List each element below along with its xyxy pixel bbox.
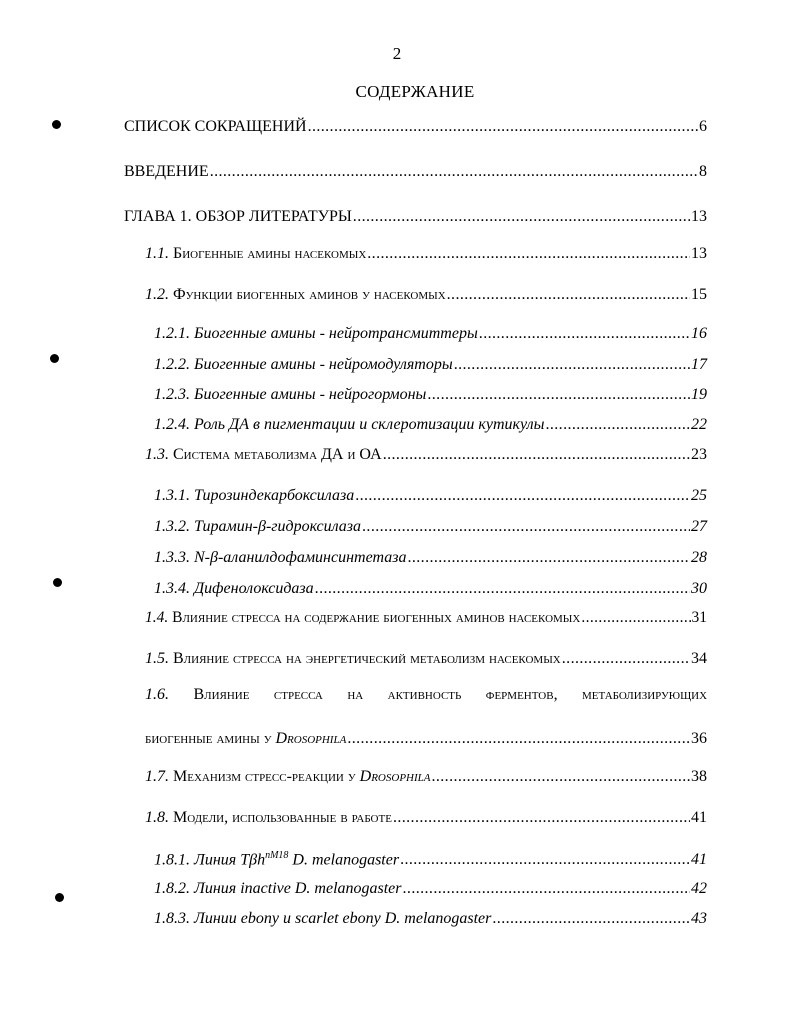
dot-leader [454, 356, 690, 374]
toc-entry-introduction: ВВЕДЕНИЕ ..... 8 [124, 163, 707, 185]
dot-leader [427, 386, 690, 404]
punch-hole-mark [53, 578, 62, 587]
dot-leader [581, 609, 690, 627]
dot-leader [362, 518, 690, 536]
page-title: СОДЕРЖАНИЕ [355, 82, 475, 101]
dot-leader [367, 245, 690, 263]
toc-entry-1-3-3: 1.3.3. N-β-аланилдофаминсинтетаза ..... 28 [154, 549, 707, 571]
toc-entry-1-8-3: 1.8.3. Линии ebony и scarlet ebony D. melanogaster ..... 43 [154, 910, 707, 932]
dot-leader [315, 580, 690, 598]
toc-entry-1-6-line-1: 1.6. Влияние стресса на активность ферментов, метаболизирующих [145, 686, 708, 703]
toc-entry-1-2-3: 1.2.3. Биогенные амины - нейрогормоны ..... 19 [154, 386, 707, 408]
toc-entry-1-5: 1.5. Влияние стресса на энергетический метаболизм насекомых ..... 34 [145, 650, 707, 672]
toc-entry-1-3-1: 1.3.1. Тирозиндекарбоксилаза ..... 25 [154, 487, 707, 509]
toc-entry-1-4: 1.4. Влияние стресса на содержание биогенных аминов насекомых ..... 31 [145, 609, 707, 631]
dot-leader [308, 118, 698, 136]
dot-leader [447, 286, 690, 304]
punch-hole-mark [55, 893, 64, 902]
dot-leader [431, 768, 690, 786]
dot-leader [393, 809, 690, 827]
toc-entry-1-3: 1.3. Система метаболизма ДА и ОА ..... 23 [145, 446, 707, 468]
dot-leader [479, 325, 690, 343]
toc-entry-1-1: 1.1. Биогенные амины насекомых ..... 13 [145, 245, 707, 267]
toc-entry-chapter-1: ГЛАВА 1. ОБЗОР ЛИТЕРАТУРЫ ..... 13 [124, 208, 707, 230]
dot-leader [403, 880, 690, 898]
dot-leader [347, 730, 690, 748]
dot-leader [400, 851, 690, 869]
toc-entry-1-3-2: 1.3.2. Тирамин-β-гидроксилаза ..... 27 [154, 518, 707, 540]
toc-entry-1-2: 1.2. Функции биогенных аминов у насекомых ..... 15 [145, 286, 707, 308]
dot-leader [492, 910, 690, 928]
dot-leader [355, 487, 690, 505]
toc-entry-1-7: 1.7. Механизм стресс-реакции у Drosophila ..... 38 [145, 768, 707, 790]
toc-entry-1-2-2: 1.2.2. Биогенные амины - нейромодуляторы ..... 17 [154, 356, 707, 378]
dot-leader [210, 163, 698, 181]
dot-leader [545, 416, 690, 434]
toc-entry-1-8-2: 1.8.2. Линия inactive D. melanogaster ..... 42 [154, 880, 707, 902]
toc-entry-1-3-4: 1.3.4. Дифенолоксидаза ..... 30 [154, 580, 707, 602]
page-number: 2 [392, 44, 402, 63]
punch-hole-mark [52, 120, 61, 129]
dot-leader [562, 650, 690, 668]
toc-entry-abbreviations: СПИСОК СОКРАЩЕНИЙ ..... 6 [124, 118, 707, 140]
dot-leader [383, 446, 690, 464]
toc-entry-1-6-line-2: биогенные амины у Drosophila ..... 36 [145, 730, 707, 752]
toc-entry-1-8: 1.8. Модели, использованные в работе ..... 41 [145, 809, 707, 831]
dot-leader [407, 549, 690, 567]
toc-entry-1-8-1: 1.8.1. Линия Tβh$^{nM18}$ D. melanogaster ..... 41 [154, 850, 707, 872]
punch-hole-mark [50, 354, 59, 363]
dot-leader [353, 208, 690, 226]
toc-entry-1-2-4: 1.2.4. Роль ДА в пигментации и склеротизации кутикулы ..... 22 [154, 416, 707, 438]
toc-entry-1-2-1: 1.2.1. Биогенные амины - нейротрансмиттеры ..... 16 [154, 325, 707, 347]
